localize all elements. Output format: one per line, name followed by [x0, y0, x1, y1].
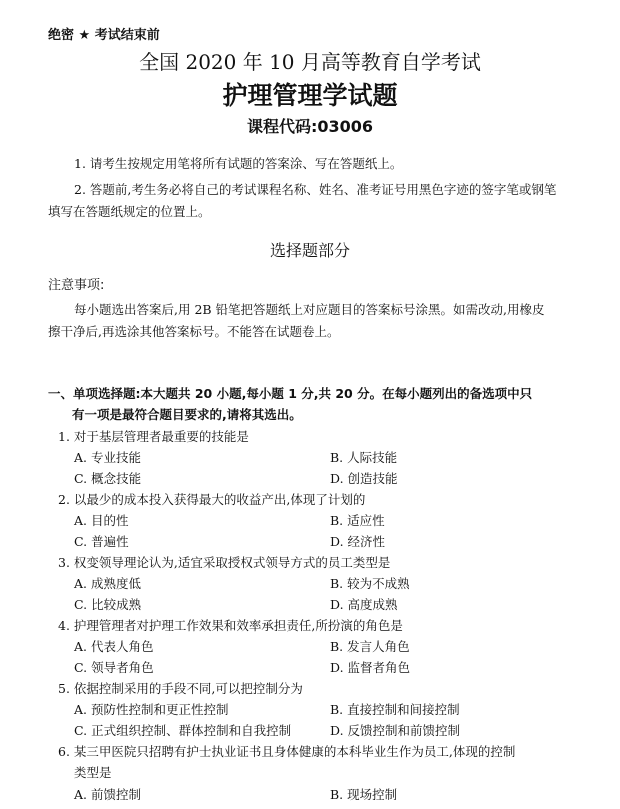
- question-5-option-a: A. 预防性控制和更正性控制: [74, 702, 229, 717]
- course-code: 课程代码:03006: [246, 117, 374, 136]
- question-2-option-d: D. 经济性: [330, 534, 386, 549]
- question-6-option-a: A. 前馈控制: [74, 787, 141, 802]
- question-1-option-a: A. 专业技能: [74, 450, 141, 465]
- question-2-option-a: A. 目的性: [74, 513, 129, 528]
- confidential-mark: 绝密 ★ 考试结束前: [48, 28, 160, 43]
- question-6-stem-line1: 6. 某三甲医院只招聘有护士执业证书且身体健康的本科毕业生作为员工,体现的控制: [58, 744, 516, 759]
- question-3-option-a: A. 成熟度低: [74, 576, 141, 591]
- part1-heading-line1: 一、单项选择题:本大题共 20 小题,每小题 1 分,共 20 分。在每小题列出的备选项中只: [48, 386, 533, 401]
- subject-title: 护理管理学试题: [222, 81, 398, 110]
- question-5-option-c: C. 正式组织控制、群体控制和自我控制: [74, 723, 292, 738]
- notice-line2: 擦干净后,再选涂其他答案标号。不能答在试题卷上。: [48, 324, 340, 339]
- instruction-1: 1. 请考生按规定用笔将所有试题的答案涂、写在答题纸上。: [74, 156, 403, 171]
- question-5-option-b: B. 直接控制和间接控制: [330, 702, 460, 717]
- question-3-option-d: D. 高度成熟: [330, 597, 398, 612]
- question-4-option-b: B. 发言人角色: [330, 639, 410, 654]
- question-2-option-b: B. 适应性: [330, 513, 385, 528]
- question-1-stem: 1. 对于基层管理者最重要的技能是: [58, 429, 249, 444]
- question-4-option-c: C. 领导者角色: [74, 660, 154, 675]
- question-4-stem: 4. 护理管理者对护理工作效果和效率承担责任,所扮演的角色是: [58, 618, 403, 633]
- part1-heading-line2: 有一项是最符合题目要求的,请将其选出。: [72, 407, 302, 422]
- question-4-option-a: A. 代表人角色: [74, 639, 154, 654]
- instruction-2-line1: 2. 答题前,考生务必将自己的考试课程名称、姓名、准考证号用黑色字迹的签字笔或钢笔: [74, 182, 557, 197]
- question-1-option-b: B. 人际技能: [330, 450, 398, 465]
- question-3-option-b: B. 较为不成熟: [330, 576, 410, 591]
- question-1-option-c: C. 概念技能: [74, 471, 142, 486]
- instruction-2-line2: 填写在答题纸规定的位置上。: [48, 204, 211, 219]
- question-3-stem: 3. 权变领导理论认为,适宜采取授权式领导方式的员工类型是: [58, 555, 391, 570]
- question-6-stem-line2: 类型是: [74, 765, 112, 780]
- section-title: 选择题部分: [269, 241, 350, 260]
- question-1-option-d: D. 创造技能: [330, 471, 398, 486]
- notice-line1: 每小题选出答案后,用 2B 铅笔把答题纸上对应题目的答案标号涂黑。如需改动,用橡皮: [74, 302, 545, 317]
- notice-title: 注意事项:: [48, 278, 105, 293]
- question-2-stem: 2. 以最少的成本投入获得最大的收益产出,体现了计划的: [58, 492, 366, 507]
- exam-title: 全国 2020 年 10 月高等教育自学考试: [139, 50, 481, 74]
- question-3-option-c: C. 比较成熟: [74, 597, 142, 612]
- question-5-stem: 5. 依据控制采用的手段不同,可以把控制分为: [58, 681, 303, 696]
- question-6-option-b: B. 现场控制: [330, 787, 398, 802]
- question-4-option-d: D. 监督者角色: [330, 660, 411, 675]
- question-5-option-d: D. 反馈控制和前馈控制: [330, 723, 461, 738]
- question-2-option-c: C. 普遍性: [74, 534, 129, 549]
